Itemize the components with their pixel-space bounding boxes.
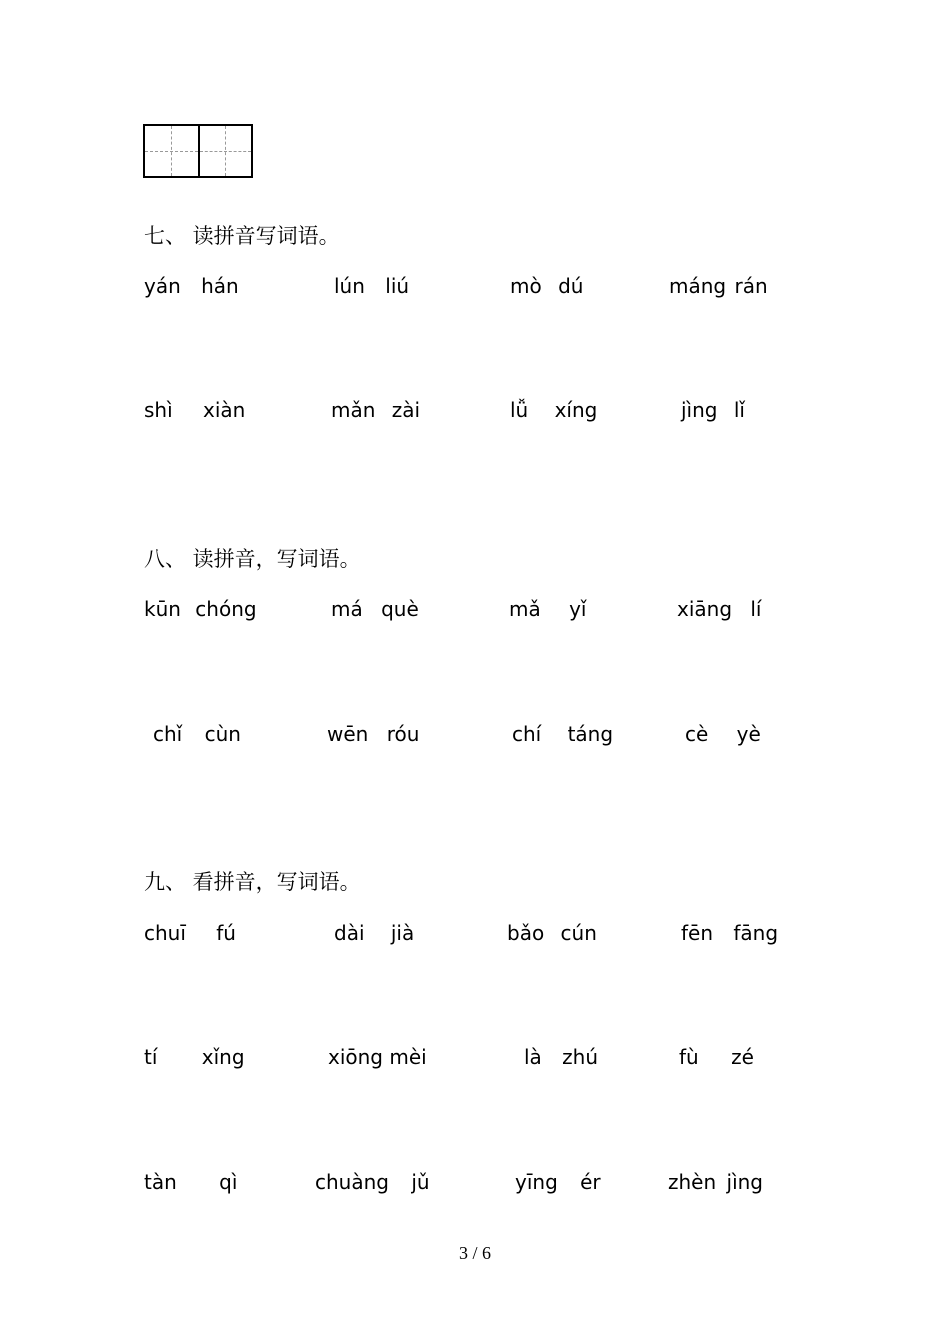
pinyin-item: mǎ yǐ <box>509 597 587 621</box>
pinyin-item: yán hán <box>144 274 239 298</box>
pinyin-item: chí táng <box>512 722 614 746</box>
pinyin-item: fēn fāng <box>681 921 779 945</box>
pinyin-item: fù zé <box>679 1045 754 1069</box>
pinyin-item: lǚ xíng <box>510 398 598 422</box>
pinyin-item: shì xiàn <box>144 398 246 422</box>
section-8-heading: 八、 读拼音，写词语。 <box>144 547 361 571</box>
pinyin-item: chǐ cùn <box>153 722 241 746</box>
pinyin-item: máng rán <box>669 274 768 298</box>
pinyin-item: wēn róu <box>327 722 420 746</box>
pinyin-item: yīng ér <box>515 1170 601 1194</box>
pinyin-item: xiāng lí <box>677 597 762 621</box>
pinyin-item: tí xǐng <box>144 1045 245 1069</box>
writing-grid-cell <box>145 126 198 176</box>
pinyin-item: là zhú <box>524 1045 599 1069</box>
pinyin-item: tàn qì <box>144 1170 238 1194</box>
section-7-heading: 七、 读拼音写词语。 <box>144 224 340 248</box>
pinyin-item: kūn chóng <box>144 597 257 621</box>
pinyin-item: mò dú <box>510 274 584 298</box>
pinyin-item: zhèn jìng <box>668 1170 763 1194</box>
section-9-heading: 九、 看拼音，写词语。 <box>144 870 361 894</box>
writing-grid <box>143 124 253 178</box>
pinyin-item: chuàng jǔ <box>315 1170 430 1194</box>
pinyin-item: bǎo cún <box>507 921 597 945</box>
pinyin-item: dài jià <box>334 921 415 945</box>
writing-grid-cell <box>198 126 251 176</box>
pinyin-item: xiōng mèi <box>328 1045 427 1069</box>
page-number: 3 / 6 <box>458 1243 491 1263</box>
pinyin-item: mǎn zài <box>331 398 421 422</box>
pinyin-item: cè yè <box>685 722 761 746</box>
pinyin-item: lún liú <box>334 274 410 298</box>
pinyin-item: jìng lǐ <box>681 398 745 422</box>
pinyin-item: má què <box>331 597 419 621</box>
pinyin-item: chuī fú <box>144 921 236 945</box>
